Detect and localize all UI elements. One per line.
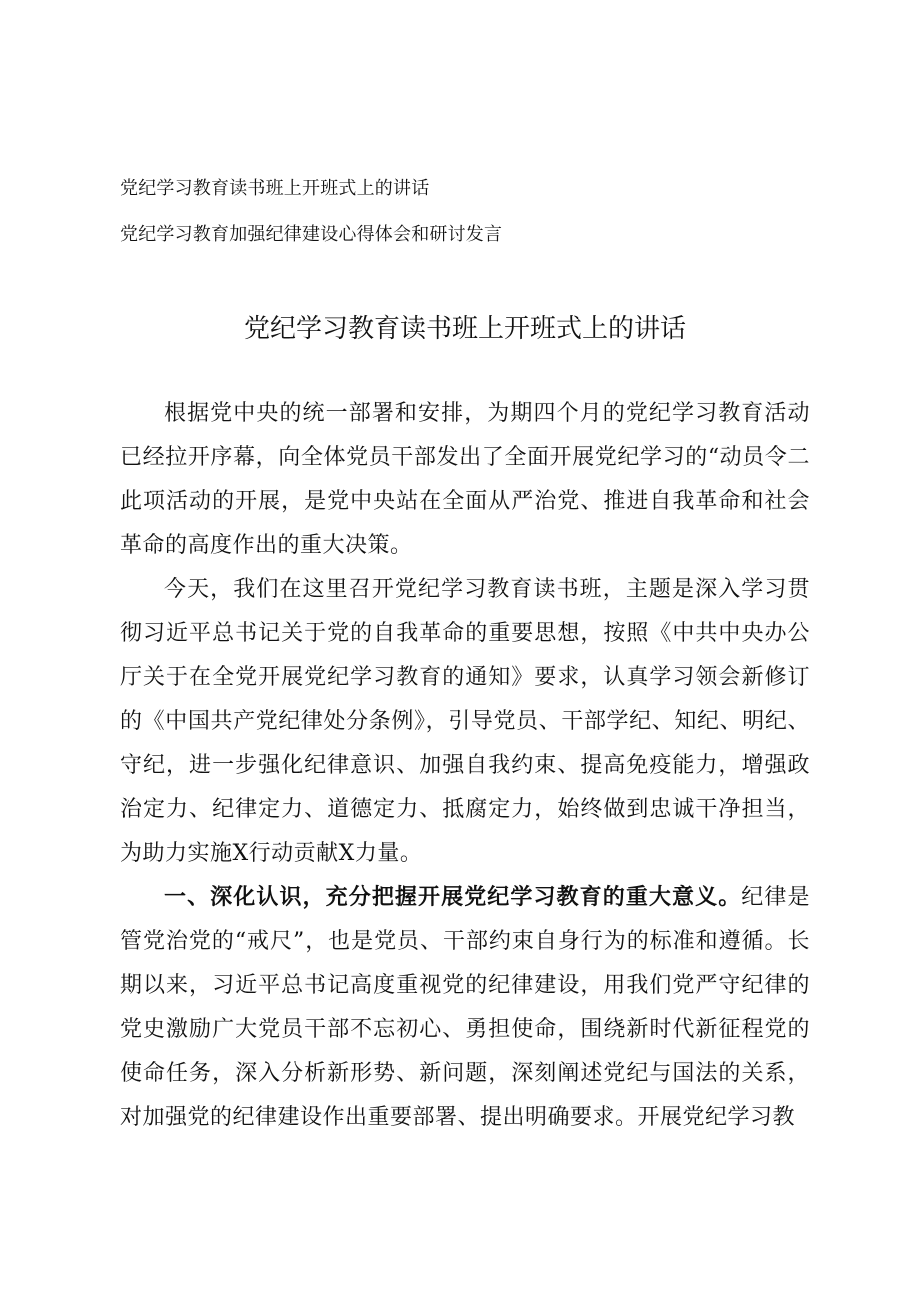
table-of-contents	[120, 166, 820, 258]
paragraph-heading: 一、深化认识，充分把握开展党纪学习教育的重大意义。	[164, 885, 742, 910]
document-body	[120, 392, 810, 1140]
paragraph	[120, 568, 810, 876]
toc-item: 党纪学习教育读书班上开班式上的讲话	[120, 178, 430, 199]
paragraph-text: 纪律是管党治党的“戒尺”，也是党员、干部约束自身行为的标准和遵循。长期以来，习近平总书记高度重视党的纪律建设，用我们党严守纪律的党史激励广大党员干部不忘初心、勇担使命，围绕新时代新征程党的使命任务，深入分析新形势、新问题，深刻阐述党纪与国法的关系，对加强党的纪律建设作出重要部署、提出明确要求。开展党纪学习教	[120, 885, 810, 1130]
paragraph	[120, 876, 810, 1140]
paragraph	[120, 392, 810, 568]
paragraph-text: 今天，我们在这里召开党纪学习教育读书班，主题是深入学习贯彻习近平总书记关于党的自我革命的重要思想，按照《中共中央办公厅关于在全党开展党纪学习教育的通知》要求，认真学习领会新修订的《中国共产党纪律处分条例》，引导党员、干部学纪、知纪、明纪、守纪，进一步强化纪律意识、加强自我约束、提高免疫能力，增强政治定力、纪律定力、道德定力、抵腐定力，始终做到忠诚干净担当，为助力实施X行动贡献X力量。	[120, 577, 810, 866]
paragraph-text: 根据党中央的统一部署和安排，为期四个月的党纪学习教育活动已经拉开序幕，向全体党员干部发出了全面开展党纪学习的“动员令二此项活动的开展，是党中央站在全面从严治党、推进自我革命和社会革命的高度作出的重大决策。	[120, 401, 810, 558]
toc-item: 党纪学习教育加强纪律建设心得体会和研讨发言	[120, 224, 503, 245]
document-title: 党纪学习教育读书班上开班式上的讲话	[243, 314, 686, 344]
